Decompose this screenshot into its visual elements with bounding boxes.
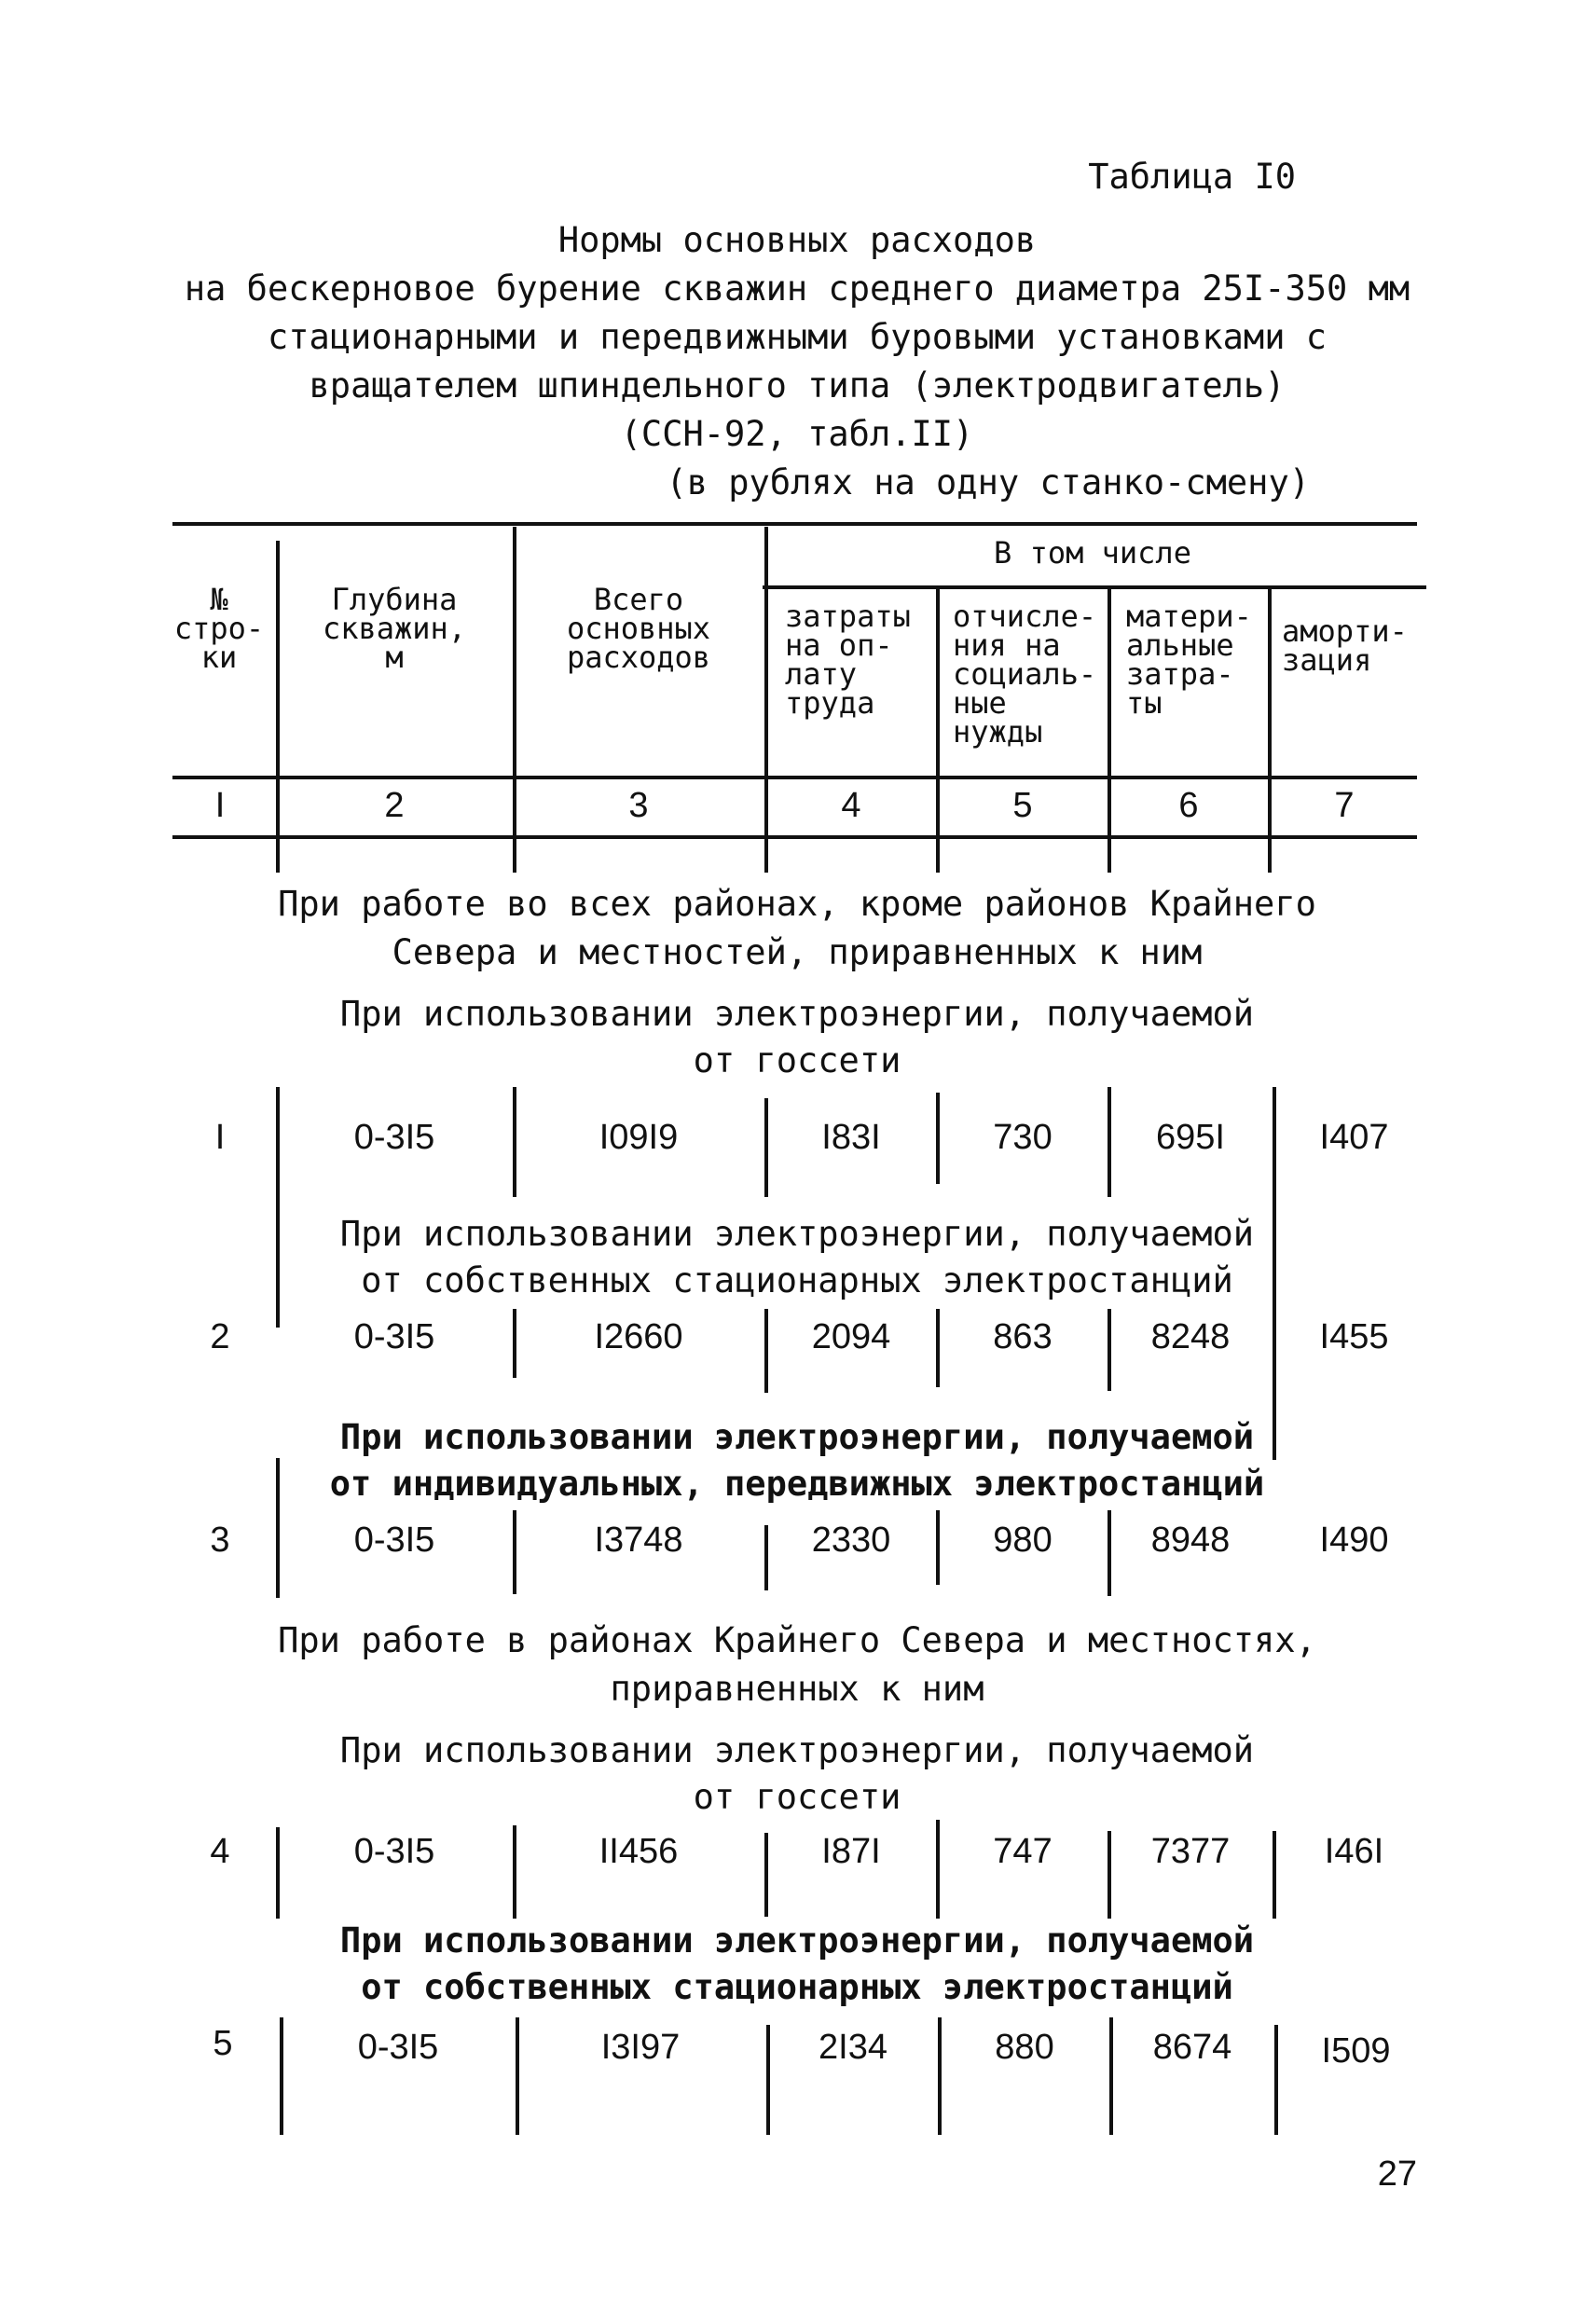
header-including: В том числе — [994, 535, 1191, 571]
column-number-7: 7 — [1334, 786, 1355, 825]
row2-materials: 8248 — [1150, 1317, 1231, 1356]
title-line-3: стационарными и передвижными буровыми установками с — [267, 317, 1328, 357]
region2-heading-line-1: При работе в районах Крайнего Севера и местностях, — [278, 1620, 1316, 1660]
col-divider-5 — [1108, 587, 1111, 873]
row4-divider-6 — [1273, 1831, 1276, 1919]
row5-amortization: I509 — [1321, 2031, 1391, 2071]
row3-social: 980 — [993, 1521, 1053, 1560]
section4-line-2: от госсети — [693, 1777, 901, 1817]
row2-total: I2660 — [594, 1317, 683, 1356]
header-social: отчисле- ния на социаль- ные нужды — [953, 599, 1097, 750]
row4-depth: 0-3I5 — [353, 1832, 435, 1871]
section4-line-1: При использовании электроэнергии, получаемой — [339, 1730, 1255, 1770]
row2-depth: 0-3I5 — [353, 1317, 435, 1356]
row5-depth: 0-3I5 — [357, 2028, 439, 2067]
title-line-5: (ССН-92, табл.II) — [620, 414, 974, 454]
header-bottom-rule — [172, 835, 1417, 839]
row4-social: 747 — [993, 1832, 1053, 1871]
row1-no: I — [214, 1118, 226, 1157]
row5-total: I3I97 — [600, 2028, 681, 2067]
header-total: Всего основных расходов — [566, 582, 711, 675]
section1-line-2: от госсети — [693, 1040, 901, 1080]
row5-no: 5 — [213, 2024, 233, 2063]
region1-heading-line-2: Севера и местностей, приравненных к ним — [392, 932, 1203, 972]
row1-labor: I83I — [821, 1118, 881, 1157]
row5-social: 880 — [995, 2028, 1054, 2067]
row1-materials: 695I — [1156, 1118, 1225, 1157]
header-mid-rule — [172, 776, 1417, 779]
section5-line-2: от собственных стационарных электростанций — [361, 1967, 1233, 2007]
table-label: Таблица I0 — [1088, 157, 1296, 197]
header-group-rule — [763, 585, 1426, 589]
row3-labor: 2330 — [811, 1521, 891, 1560]
row2-amortization: I455 — [1319, 1317, 1389, 1356]
region1-heading-line-1: При работе во всех районах, кроме районов Крайнего — [278, 884, 1316, 924]
section3-line-2: от индивидуальных, передвижных электростанций — [329, 1464, 1265, 1504]
region2-heading-line-2: приравненных к ним — [610, 1669, 984, 1709]
section5-line-1: При использовании электроэнергии, получаемой — [339, 1920, 1255, 1961]
row1-total: I09I9 — [598, 1118, 679, 1157]
row1-depth: 0-3I5 — [353, 1118, 435, 1157]
row3-amortization: I490 — [1319, 1521, 1389, 1560]
row3-depth: 0-3I5 — [353, 1521, 435, 1560]
column-number-2: 2 — [384, 786, 405, 825]
row2-no: 2 — [210, 1317, 230, 1356]
section3-line-1: При использовании электроэнергии, получаемой — [339, 1417, 1255, 1457]
row3-total: I3748 — [594, 1521, 683, 1560]
header-amortization: аморти- зация — [1282, 613, 1408, 678]
header-labor: затраты на оп- лату труда — [785, 599, 911, 721]
row4-labor: I87I — [821, 1832, 881, 1871]
units-note: (в рублях на одну станко-смену) — [666, 462, 1310, 502]
column-number-5: 5 — [1012, 786, 1033, 825]
row4-total: II456 — [598, 1832, 679, 1871]
title-line-2: на бескерновое бурение скважин среднего диаметра 25I-350 мм — [184, 268, 1410, 309]
section1-line-1: При использовании электроэнергии, получаемой — [339, 994, 1255, 1034]
section2-line-2: от собственных стационарных электростанций — [361, 1260, 1233, 1300]
column-number-6: 6 — [1178, 786, 1199, 825]
row2-labor: 2094 — [811, 1317, 891, 1356]
column-number-1: I — [214, 786, 226, 825]
row1-amortization: I407 — [1319, 1118, 1389, 1157]
row5-materials: 8674 — [1152, 2028, 1232, 2067]
section2-line-1: При использовании электроэнергии, получаемой — [339, 1214, 1255, 1254]
col-divider-4 — [936, 587, 940, 873]
row3-no: 3 — [210, 1521, 230, 1560]
page-number: 27 — [1377, 2154, 1417, 2194]
header-top-rule — [172, 522, 1417, 526]
column-number-3: 3 — [628, 786, 649, 825]
column-number-4: 4 — [841, 786, 861, 825]
row4-no: 4 — [210, 1832, 230, 1871]
title-line-4: вращателем шпиндельного типа (электродвигатель) — [309, 365, 1286, 406]
col-divider-6 — [1268, 587, 1272, 873]
header-materials: матери- альные затра- ты — [1126, 599, 1252, 721]
row4-amortization: I46I — [1324, 1832, 1384, 1871]
header-row-no: № стро- ки — [173, 582, 265, 675]
header-depth: Глубина скважин, м — [322, 582, 467, 675]
row1-social: 730 — [993, 1118, 1053, 1157]
title-line-1: Нормы основных расходов — [557, 220, 1037, 260]
row5-divider-6 — [1274, 2025, 1278, 2135]
row3-materials: 8948 — [1150, 1521, 1231, 1560]
row2-social: 863 — [993, 1317, 1053, 1356]
row4-materials: 7377 — [1150, 1832, 1231, 1871]
row5-labor: 2I34 — [819, 2028, 887, 2067]
